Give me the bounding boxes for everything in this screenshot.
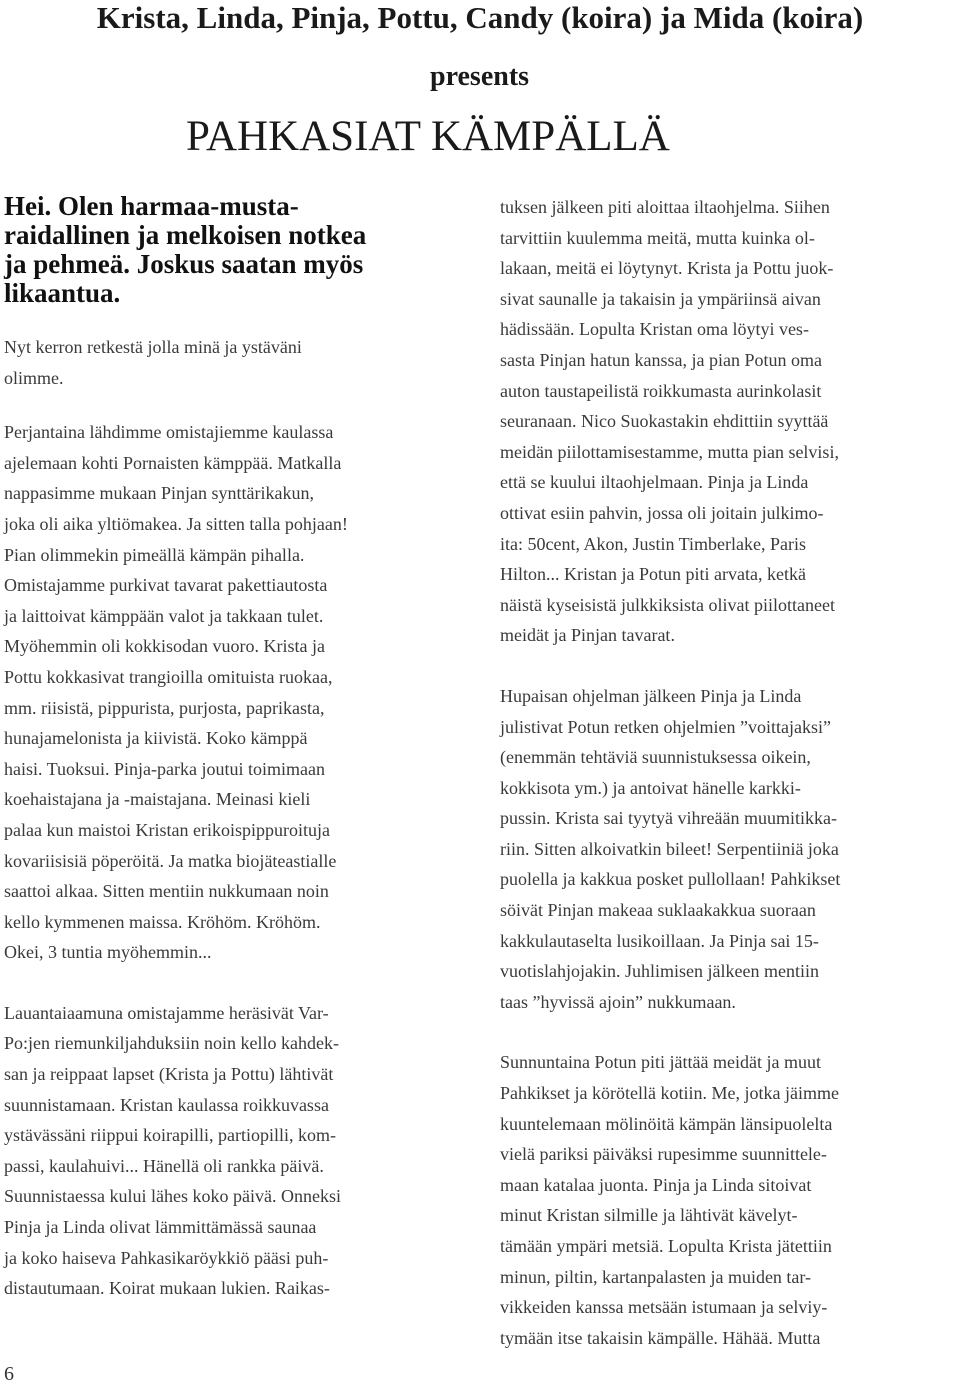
text-line: haisi. Tuoksui. Pinja-parka joutui toimimaan	[4, 758, 325, 779]
text-line: Pahkikset ja körötellä kotiin. Me, jotka jäimme	[500, 1083, 839, 1104]
text-line: hunajamelonista ja kiivistä. Koko kämppä	[4, 728, 308, 749]
text-line: ystävässäni riippui koirapilli, partiopilli, kom-	[4, 1125, 336, 1146]
text-line: näistä kyseisistä julkkiksista olivat piilottaneet	[500, 594, 835, 615]
authors-line: Krista, Linda, Pinja, Pottu, Candy (koira) ja Mida (koira)	[96, 0, 864, 35]
text-line: tymään itse takaisin kämpälle. Hähää. Mutta	[500, 1327, 821, 1348]
text-line: Sunnuntaina Potun piti jättää meidät ja muut	[500, 1052, 821, 1073]
intro-line: ja pehmeä. Joskus saatan myös	[4, 249, 364, 279]
left-column	[4, 192, 480, 1304]
text-line: minut Kristan silmille ja lähtivät kävelyt-	[500, 1205, 798, 1226]
body-paragraph	[500, 1047, 960, 1353]
text-line: Omistajamme purkivat tavarat pakettiautosta	[4, 575, 328, 596]
text-line: Pottu kokkasivat trangioilla omituista ruokaa,	[4, 666, 333, 687]
text-line: san ja reippaat lapset (Krista ja Pottu) lähtivät	[4, 1064, 334, 1085]
text-line: hädissään. Lopulta Kristan oma löytyi ves-	[500, 319, 809, 340]
text-line: kello kymmenen maissa. Kröhöm. Kröhöm.	[4, 911, 321, 932]
text-line: Pian olimmekin pimeällä kämpän pihalla.	[4, 544, 305, 565]
body-paragraph	[4, 332, 480, 393]
text-line: vuotislahjojakin. Juhlimisen jälkeen mentiin	[500, 961, 819, 982]
text-line: lakaan, meitä ei löytynyt. Krista ja Pottu juok-	[500, 258, 834, 279]
text-line: tuksen jälkeen piti aloittaa iltaohjelma. Siihen	[500, 197, 830, 217]
body-paragraph	[500, 192, 960, 651]
intro-line: likaantua.	[4, 278, 121, 308]
text-line: kuuntelemaan mölinöitä kämpän länsipuolelta	[500, 1113, 833, 1134]
text-line: sasta Pinjan hatun kanssa, ja pian Potun oma	[500, 349, 822, 370]
text-line: kokkisota ym.) ja antoivat hänelle karkki-	[500, 777, 801, 798]
text-line: meidät ja Pinjan tavarat.	[500, 625, 675, 646]
right-column	[500, 192, 960, 1353]
text-line: nappasimme mukaan Pinjan synttärikakun,	[4, 483, 314, 504]
left-paragraphs	[4, 332, 480, 1304]
text-line: ja laittoivat kämppään valot ja takkaan tulet.	[4, 605, 324, 626]
paragraph-gap	[4, 968, 480, 998]
text-line: tämään ympäri metsiä. Lopulta Krista jätettiin	[500, 1236, 832, 1256]
text-line: Perjantaina lähdimme omistajiemme kaulassa	[4, 422, 334, 443]
text-line: riin. Sitten alkoivatkin bileet! Serpentiiniä joka	[500, 838, 839, 859]
intro-paragraph	[4, 192, 480, 308]
text-line: ajelemaan kohti Pornaisten kämppää. Matkalla	[4, 452, 342, 473]
text-line: maan katalaa juonta. Pinja ja Linda sitoivat	[500, 1174, 812, 1195]
text-line: pussin. Krista sai tyytyä vihreään muumitikka-	[500, 808, 837, 829]
text-line: Lauantaiaamuna omistajamme heräsivät Var-	[4, 1002, 329, 1023]
text-line: että se kuului iltaohjelmaan. Pinja ja Linda	[500, 472, 809, 493]
text-line: ottivat esiin pahvin, jossa oli joitain julkimo-	[500, 502, 824, 523]
intro-line: raidallinen ja melkoisen notkea	[4, 220, 367, 250]
text-line: olimme.	[4, 367, 64, 388]
paragraph-gap	[500, 651, 960, 681]
text-line: vikkeiden kanssa metsään istumaan ja selviy-	[500, 1297, 828, 1318]
body-paragraph	[4, 417, 480, 968]
text-line: saattoi alkaa. Sitten mentiin nukkumaan noin	[4, 881, 329, 902]
text-line: passi, kaulahuivi... Hänellä oli rankka päivä.	[4, 1155, 324, 1176]
text-line: Suunnistaessa kului lähes koko päivä. Onneksi	[4, 1186, 341, 1207]
right-paragraphs	[500, 192, 960, 1353]
text-line: seuranaan. Nico Suokastakin ehdittiin syyttää	[500, 411, 829, 432]
paragraph-gap	[4, 393, 480, 417]
text-line: vielä pariksi päiväksi rupesimme suunnittele-	[500, 1144, 827, 1165]
text-line: koehaistajana ja -maistajana. Meinasi kieli	[4, 789, 311, 810]
text-line: Myöhemmin oli kokkisodan vuoro. Krista ja	[4, 636, 325, 657]
text-line: Pinja ja Linda olivat lämmittämässä saunaa	[4, 1217, 317, 1238]
text-line: Nyt kerron retkestä jolla minä ja ystäväni	[4, 337, 302, 357]
text-line: auton taustapeilistä roikkumasta aurinkolasit	[500, 380, 822, 401]
text-line: sivat saunalle ja takaisin ja ympäriinsä aivan	[500, 288, 821, 309]
text-line: puolella ja kakkua posket pullollaan! Pahkikset	[500, 869, 841, 890]
text-line: ita: 50cent, Akon, Justin Timberlake, Paris	[500, 533, 806, 554]
paragraph-gap	[500, 1017, 960, 1047]
text-line: tarvittiin kuulemma meitä, mutta kuinka ol-	[500, 227, 815, 248]
text-line: kovariisisiä pöperöitä. Ja matka biojäteastialle	[4, 850, 337, 871]
text-line: (enemmän tehtäviä suunnistuksessa oikein,	[500, 747, 811, 768]
text-line: Okei, 3 tuntia myöhemmin...	[4, 942, 212, 963]
text-line: meidän piilottamisestamme, mutta pian selvisi,	[500, 441, 839, 462]
page-number: 6	[4, 1363, 14, 1385]
intro-line: Hei. Olen harmaa-musta-	[4, 191, 299, 221]
text-line: mm. riisistä, pippurista, purjosta, paprikasta,	[4, 697, 325, 718]
text-line: minun, piltin, kartanpalasten ja muiden tar-	[500, 1266, 812, 1287]
presents-line: presents	[430, 61, 530, 92]
text-line: söivät Pinjan makeaa suklaakakkua suoraan	[500, 900, 816, 921]
text-line: taas ”hyvissä ajoin” nukkumaan.	[500, 991, 736, 1012]
text-line: suunnistamaan. Kristan kaulassa roikkuvassa	[4, 1094, 329, 1115]
text-line: palaa kun maistoi Kristan erikoispippuroituja	[4, 819, 330, 840]
text-line: distautumaan. Koirat mukaan lukien. Raikas-	[4, 1278, 330, 1299]
text-line: Hupaisan ohjelman jälkeen Pinja ja Linda	[500, 685, 802, 706]
text-line: Hilton... Kristan ja Potun piti arvata, ketkä	[500, 564, 806, 585]
article-title: PAHKASIAT KÄMPÄLLÄ	[186, 113, 670, 160]
body-paragraph	[4, 998, 480, 1304]
text-line: julistivat Potun retken ohjelmien ”voittajaksi”	[500, 716, 831, 737]
text-line: ja koko haiseva Pahkasikaröykkiö pääsi puh-	[4, 1247, 329, 1268]
body-paragraph	[500, 681, 960, 1018]
text-line: joka oli aika yltiömakea. Ja sitten talla pohjaan!	[4, 513, 348, 534]
text-line: Po:jen riemunkiljahduksiin noin kello kahdek-	[4, 1033, 339, 1054]
text-line: kakkulautaselta lusikoillaan. Ja Pinja sai 15-	[500, 930, 819, 951]
